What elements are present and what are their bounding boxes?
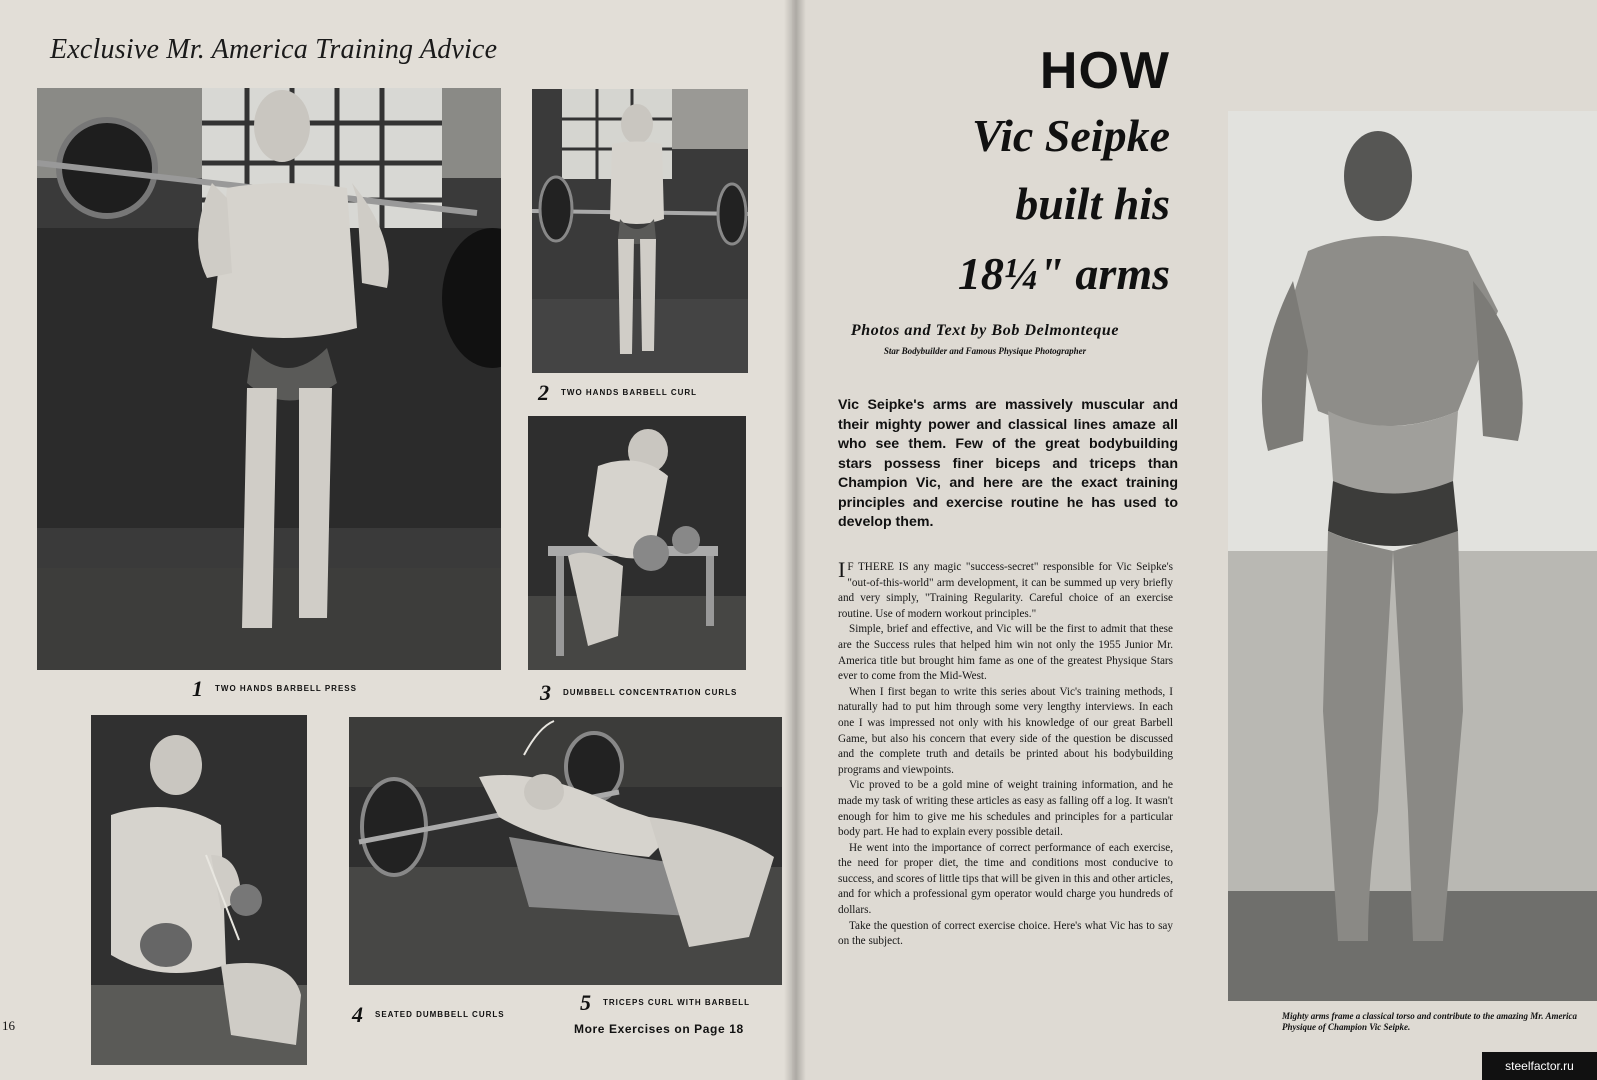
photo-concentration-curls bbox=[528, 416, 746, 670]
portrait-caption: Mighty arms frame a classical torso and contribute to the amazing Mr. America Physique of Champion Vic Seipke. bbox=[1282, 1011, 1577, 1032]
photo-seated-dumbbell-curls bbox=[91, 715, 307, 1065]
photo-barbell-press bbox=[37, 88, 501, 670]
caption-text: TWO HANDS BARBELL PRESS bbox=[215, 684, 357, 694]
byline-subtitle: Star Bodybuilder and Famous Physique Photographer bbox=[883, 346, 1087, 356]
photo-triceps-curl bbox=[349, 717, 782, 985]
article-body bbox=[838, 557, 1173, 950]
body-paragraph: He went into the importance of correct performance of each exercise, the need for proper diet, the time and conditions most conducive to success, and scores of little tips that will be given in this and other articles, and for which a professional gym operator would charge you hundreds of dollars. bbox=[838, 841, 1173, 917]
caption-photo-1 bbox=[192, 676, 357, 702]
article-headline bbox=[800, 40, 1170, 310]
headline-line-1: HOW bbox=[1039, 42, 1170, 100]
caption-text: TWO HANDS BARBELL CURL bbox=[561, 388, 698, 398]
body-paragraph: Simple, brief and effective, and Vic will be the first to admit that these are the Success rules that helped him win not only the 1955 Junior Mr. America title but brought him fame as one of the greatest Physique Stars ever to come from the Mid-West. bbox=[838, 623, 1173, 683]
caption-number: 1 bbox=[192, 676, 203, 701]
caption-text: SEATED DUMBBELL CURLS bbox=[375, 1010, 505, 1020]
more-exercises-note: More Exercises on Page 18 bbox=[574, 1022, 744, 1036]
headline-line-4: 18¼" arms bbox=[957, 248, 1170, 299]
headline-line-3: built his bbox=[1015, 178, 1170, 229]
caption-photo-2 bbox=[538, 380, 697, 406]
photo-barbell-curl bbox=[532, 89, 748, 373]
caption-photo-3 bbox=[540, 680, 737, 706]
page-number: 16 bbox=[2, 1018, 15, 1033]
byline bbox=[800, 322, 1170, 356]
caption-number: 5 bbox=[580, 990, 591, 1015]
caption-text: TRICEPS CURL WITH BARBELL bbox=[603, 998, 751, 1008]
caption-number: 2 bbox=[538, 380, 549, 405]
caption-number: 4 bbox=[352, 1002, 363, 1027]
byline-author: Photos and Text by Bob Delmonteque bbox=[850, 322, 1120, 339]
caption-text: DUMBBELL CONCENTRATION CURLS bbox=[563, 688, 738, 698]
running-head: Exclusive Mr. America Training Advice bbox=[50, 34, 498, 65]
watermark: steelfactor.ru bbox=[1482, 1052, 1597, 1080]
caption-photo-5 bbox=[580, 990, 750, 1016]
intro-paragraph: Vic Seipke's arms are massively muscular and their mighty power and classical lines amaze all who see them. Few of the great bodybuilding stars possess finer biceps and triceps than Champion Vic, and here are the exact training principles and exercise routine he has used to develop them. bbox=[838, 397, 1178, 530]
body-paragraph: F THERE IS any magic "success-secret" responsible for Vic Seipke's "out-of-this-world" arm development, it can be summed up very briefly and very simply, "Training Regularity. Careful choice of an exercise routine. Use of modern workout principles." bbox=[838, 561, 1173, 620]
caption-photo-4 bbox=[352, 1002, 505, 1028]
drop-cap: I bbox=[838, 557, 846, 582]
caption-number: 3 bbox=[540, 680, 551, 705]
body-paragraph: Vic proved to be a gold mine of weight training information, and he made my task of writing these articles as easy as falling off a log. It wasn't enough for him to give me his schedules and principles for a particular body part. He had to explain every possible detail. bbox=[838, 779, 1173, 839]
headline-line-2: Vic Seipke bbox=[971, 110, 1170, 161]
body-paragraph: When I first began to write this series about Vic's training methods, I naturally had to put him through some very lengthy interviews. In each one I was impressed not only with his knowledge of our great Barbell Game, but also his concern that every side of the question be discussed and the complete truth and details be printed about his bodybuilding programs and viewpoints. bbox=[838, 685, 1173, 776]
photo-vic-seipke-portrait bbox=[1228, 111, 1597, 1001]
body-paragraph: Take the question of correct exercise choice. Here's what Vic has to say on the subject. bbox=[838, 919, 1173, 948]
